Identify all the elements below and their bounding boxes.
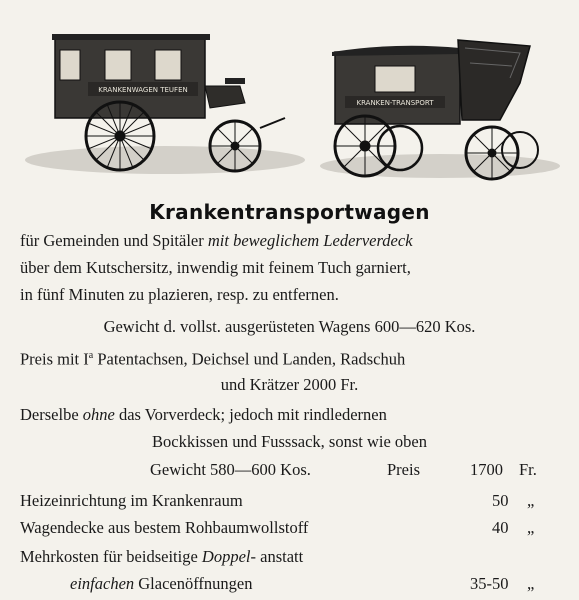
weight-price-row: Gewicht 580—600 Kos. Preis 1700 Fr.: [150, 460, 537, 479]
extra-item-glass-line-2: einfachen Glacenöffnungen 35-50 „: [70, 574, 535, 593]
extra-item-glass-line-1: Mehrkosten für beidseitige Doppel- anstatt: [20, 547, 304, 566]
description-line-1: für Gemeinden und Spitäler mit beweglichem Lederverdeck: [20, 231, 413, 250]
illustration-panel: [0, 8, 579, 198]
svg-text:KRANKEN-TRANSPORT: KRANKEN-TRANSPORT: [356, 99, 434, 107]
page-title: Krankentransportwagen: [149, 200, 430, 224]
svg-text:KRANKENWAGEN TEUFEN: KRANKENWAGEN TEUFEN: [98, 86, 188, 94]
description-line-2: über dem Kutschersitz, inwendig mit feinem Tuch garniert,: [20, 258, 411, 277]
weight-line-1: Gewicht d. vollst. ausgerüsteten Wagens 600—620 Kos.: [103, 317, 476, 336]
description-line-3: in fünf Minuten zu plazieren, resp. zu entfernen.: [20, 285, 339, 304]
extra-item-blanket: Wagendecke aus bestem Rohbaumwollstoff 40 „: [20, 518, 535, 537]
variant-line-1: Derselbe ohne das Vorverdeck; jedoch mit rindledernen: [20, 405, 387, 424]
variant-line-2: Bockkissen und Fusssack, sonst wie oben: [152, 432, 427, 451]
extra-item-heating: Heizeinrichtung im Krankenraum 50 „: [20, 491, 535, 510]
price-line-1: Preis mit $I^a$ Patentachsen, Deichsel und Landen, Radschuh: [20, 349, 406, 369]
price-line-2: und Krätzer 2000 Fr.: [220, 375, 359, 394]
